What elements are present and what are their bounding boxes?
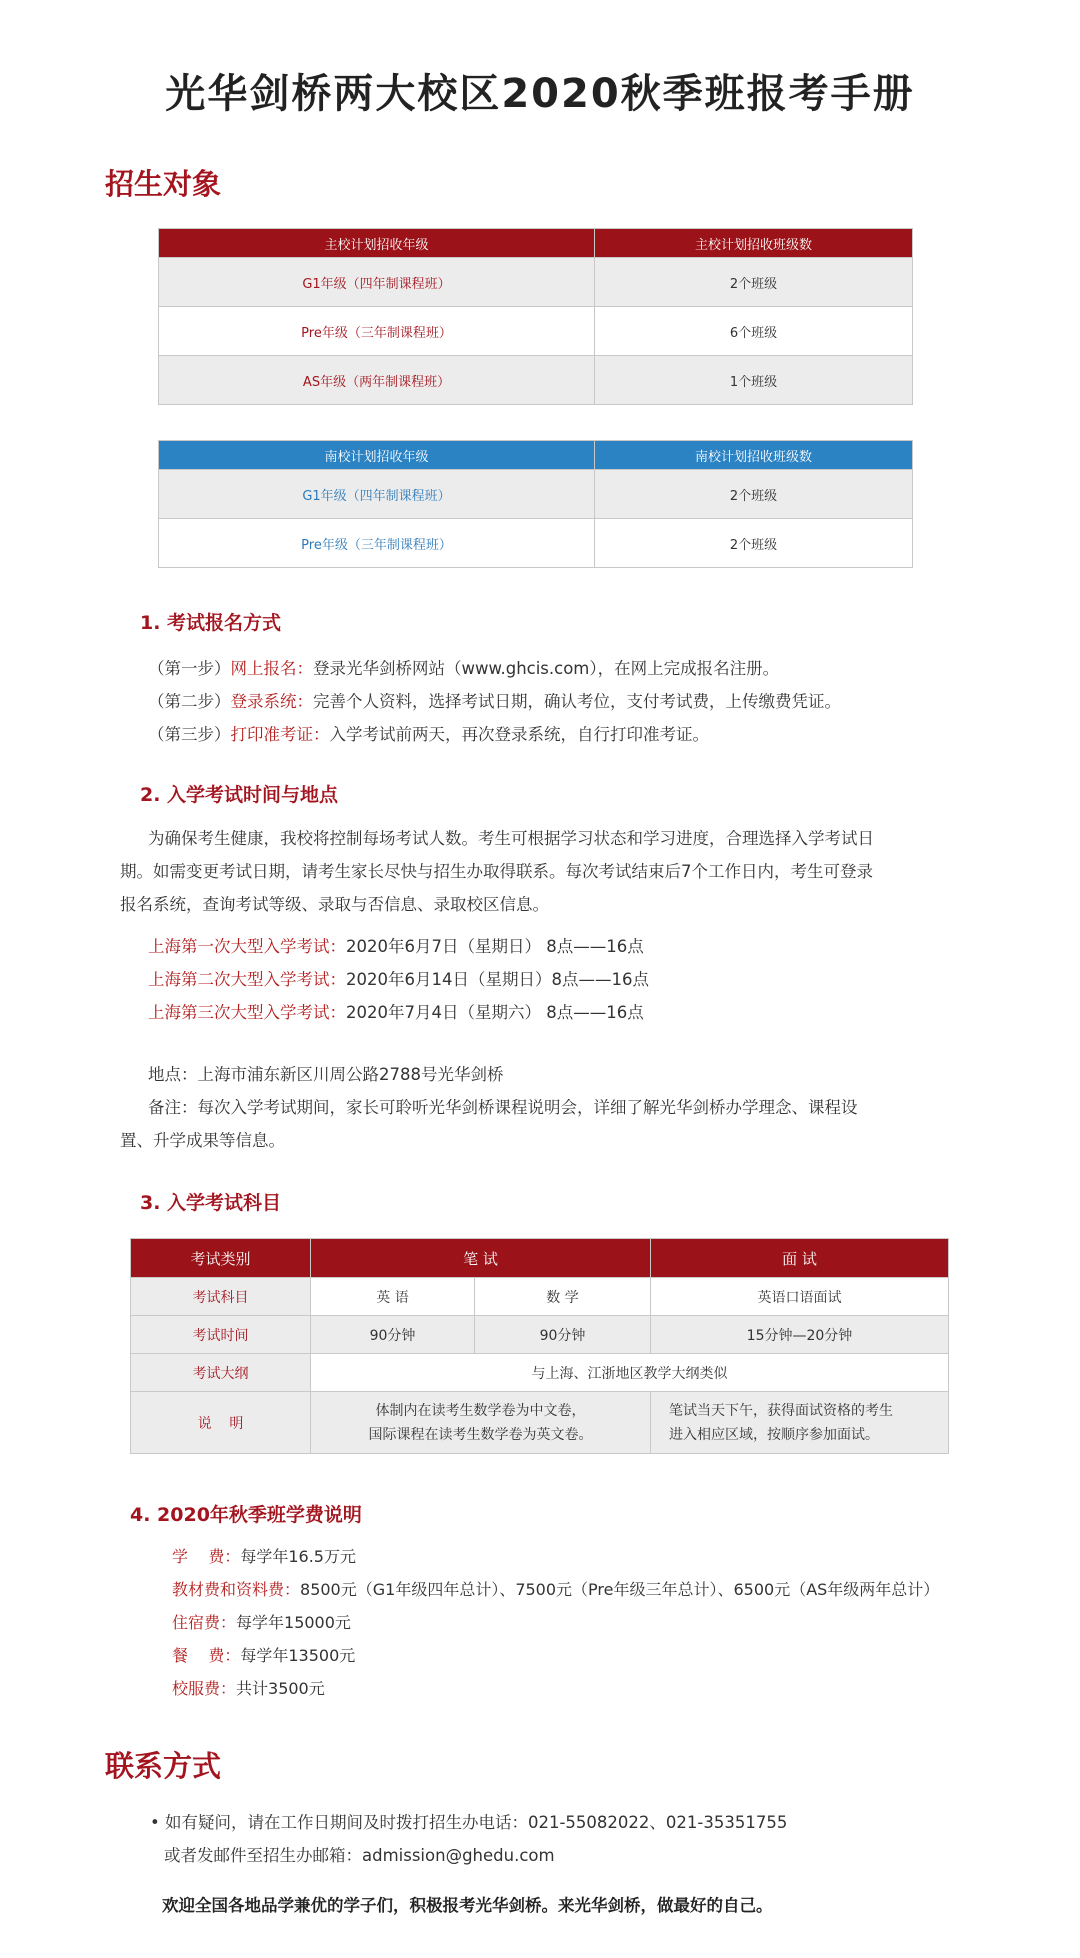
- exam-remark: 备注：每次入学考试期间，家长可聆听光华剑桥课程说明会，详细了解光华剑桥办学理念、课程设: [148, 1098, 858, 1117]
- section-heading-exam-time: 2. 入学考试时间与地点: [140, 784, 339, 806]
- header-classes: 主校计划招收班级数: [595, 229, 913, 258]
- list-item: 校服费：共计3500元: [172, 1679, 325, 1698]
- exam-time-paragraph: 为确保考生健康，我校将控制每场考试人数。考生可根据学习状态和学习进度，合理选择入学考试日 期。如需变更考试日期，请考生家长尽快与招生办取得联系。每次考试结束后7个工作日内，考生可登录 报名系统，查询考试等级、录取与否信息、录取校区信息。: [120, 829, 874, 914]
- grade-cell: G1年级（四年制课程班）: [159, 258, 595, 307]
- table-header-row: [131, 1239, 949, 1278]
- classes-cell: 2个班级: [595, 519, 913, 568]
- classes-cell: 6个班级: [595, 307, 913, 356]
- header-grade: 南校计划招收年级: [159, 441, 595, 470]
- table-row: 考试时间 90分钟 90分钟 15分钟—20分钟: [131, 1316, 949, 1354]
- classes-cell: 2个班级: [595, 470, 913, 519]
- page-title: 光华剑桥两大校区2020秋季班报考手册: [165, 71, 915, 117]
- table-row: [159, 307, 913, 356]
- fees-list: [172, 1540, 1072, 1705]
- header-classes: 南校计划招收班级数: [595, 441, 913, 470]
- table-row: [159, 356, 913, 405]
- list-item: 教材费和资料费：8500元（G1年级四年总计）、7500元（Pre年级三年总计）、6500元（AS年级两年总计）: [172, 1580, 940, 1599]
- header-grade: 主校计划招收年级: [159, 229, 595, 258]
- table-row: 考试大纲 与上海、江浙地区教学大纲类似: [131, 1354, 949, 1392]
- table-row: 说 明 体制内在读考生数学卷为中文卷， 国际课程在读考生数学卷为英文卷。 笔试当天下午，获得面试资格的考生 进入相应区域，按顺序参加面试。: [131, 1392, 949, 1454]
- classes-cell: 1个班级: [595, 356, 913, 405]
- table-row: 考试科目 英 语 数 学 英语口语面试: [131, 1278, 949, 1316]
- list-item: （第一步）网上报名：登录光华剑桥网站（www.ghcis.com），在网上完成报名注册。: [148, 659, 780, 678]
- list-item: （第三步）打印准考证：入学考试前两天，再次登录系统，自行打印准考证。: [148, 725, 709, 744]
- list-item: 餐 费：每学年13500元: [172, 1646, 356, 1665]
- table-header-row: [159, 229, 913, 258]
- contact-block: [150, 1806, 1050, 1872]
- section-heading-registration: 1. 考试报名方式: [140, 612, 282, 634]
- list-item: 上海第一次大型入学考试：2020年6月7日（星期日） 8点——16点: [148, 937, 644, 956]
- exam-sessions: [148, 930, 1028, 1029]
- grade-cell: G1年级（四年制课程班）: [159, 470, 595, 519]
- table-row: [159, 519, 913, 568]
- contact-phone: • 如有疑问，请在工作日期间及时拨打招生办电话：021-55082022、021-35351755: [150, 1813, 788, 1832]
- list-item: 学 费：每学年16.5万元: [172, 1547, 356, 1566]
- section-heading-exam-subjects: 3. 入学考试科目: [140, 1192, 282, 1214]
- header-category: 考试类别: [131, 1239, 311, 1278]
- exam-location-remark: 地点：上海市浦东新区川周公路2788号光华剑桥 备注：每次入学考试期间，家长可聆听光华剑桥课程说明会，详细了解光华剑桥办学理念、课程设 置、升学成果等信息。: [120, 1058, 1040, 1157]
- contact-email: 或者发邮件至招生办邮箱：admission@ghedu.com: [164, 1846, 555, 1865]
- grade-cell: Pre年级（三年制课程班）: [159, 519, 595, 568]
- grade-cell: AS年级（两年制课程班）: [159, 356, 595, 405]
- section-heading-contact: 联系方式: [105, 1749, 222, 1783]
- list-item: （第二步）登录系统：完善个人资料，选择考试日期，确认考位，支付考试费，上传缴费凭证。: [148, 692, 841, 711]
- section-heading-fees: 4. 2020年秋季班学费说明: [130, 1504, 362, 1526]
- registration-steps: [148, 652, 1048, 751]
- table-row: [159, 258, 913, 307]
- exam-subjects-table: [130, 1238, 949, 1454]
- south-campus-table: [158, 440, 913, 568]
- section-heading-enroll: 招生对象: [105, 167, 222, 201]
- header-written: 笔 试: [311, 1239, 651, 1278]
- main-campus-table: [158, 228, 913, 405]
- closing-slogan: 欢迎全国各地品学兼优的学子们，积极报考光华剑桥。来光华剑桥，做最好的自己。: [162, 1896, 773, 1915]
- list-item: 上海第三次大型入学考试：2020年7月4日（星期六） 8点——16点: [148, 1003, 644, 1022]
- list-item: 上海第二次大型入学考试：2020年6月14日（星期日）8点——16点: [148, 970, 649, 989]
- header-interview: 面 试: [651, 1239, 949, 1278]
- table-header-row: [159, 441, 913, 470]
- classes-cell: 2个班级: [595, 258, 913, 307]
- list-item: 住宿费：每学年15000元: [172, 1613, 351, 1632]
- table-row: [159, 470, 913, 519]
- exam-location: 地点：上海市浦东新区川周公路2788号光华剑桥: [148, 1065, 504, 1084]
- grade-cell: Pre年级（三年制课程班）: [159, 307, 595, 356]
